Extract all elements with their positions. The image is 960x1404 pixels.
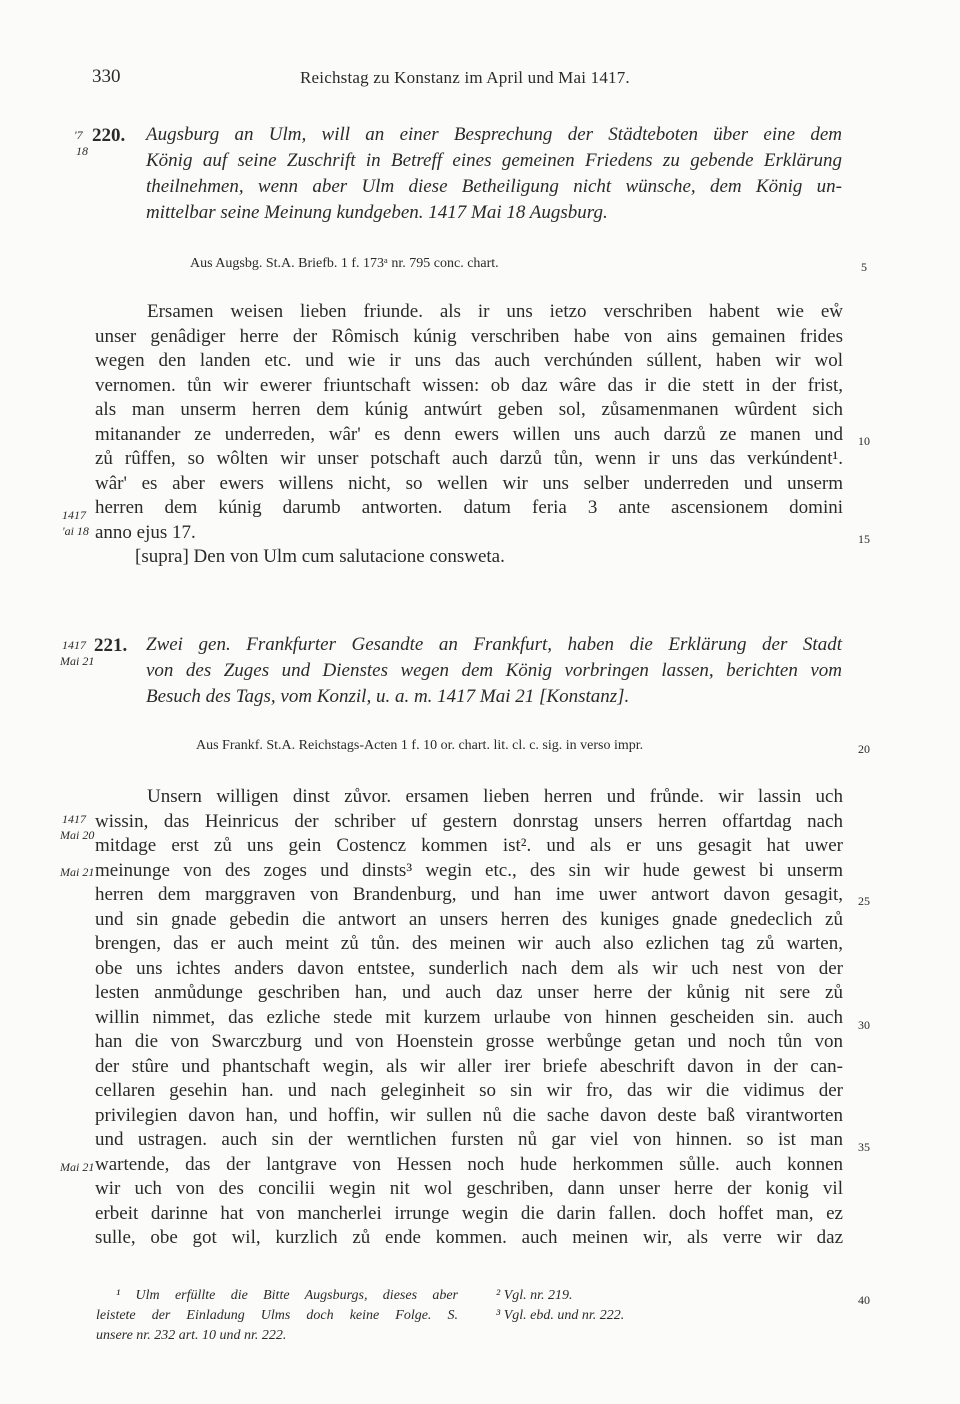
heading-line: theilnehmen, wenn aber Ulm diese Betheiligung nicht wünsche, dem König un- (146, 176, 842, 197)
margin-date-220b-bottom: 'ai 18 (62, 524, 89, 538)
body-line: als man unserm herren dem kúnig antwúrt geben sol, zůsamenmanen wûrdent sich (95, 399, 843, 420)
margin-date-220-top: '7 (74, 128, 83, 142)
body-line: Unsern willigen dinst zůvor. ersamen lieben herren und frůnde. wir lassin uch (147, 786, 843, 807)
source-221: Aus Frankf. St.A. Reichstags-Acten 1 f. 10 or. chart. lit. cl. c. sig. in verso impr. (196, 738, 644, 753)
body-line: und ustragen. auch sin der werntlichen fursten nů gar viel von hinnen. so ist man (95, 1129, 843, 1150)
body-line: wegen den landen etc. und wie ir uns das auch verchúnden súllent, haben wir wol (95, 350, 843, 371)
line-number: 15 (858, 532, 870, 546)
heading-line: Besuch des Tags, vom Konzil, u. a. m. 1417 Mai 21 [Konstanz]. (146, 686, 630, 707)
body-line: wir uch von des concilii wegin nit wol geschriben, dann unser herre der konig vil (95, 1178, 843, 1199)
body-line: lesten anmůdunge geschriben han, und auch daz unser herre der kůnig nit sere zů (95, 982, 843, 1003)
body-line: herren dem kúnig darumb antworten. datum feria 3 ante ascensionem domini (95, 497, 843, 518)
margin-date-221-note3: Mai 21 (60, 1160, 95, 1174)
running-title: Reichstag zu Konstanz im April und Mai 1417. (300, 68, 630, 87)
footnote-line: leistete der Einladung Ulms doch keine Folge. S. (96, 1308, 458, 1323)
body-line: obe uns ichtes anders davon entstee, sunderlich nach dem als wir uch nest von der (95, 957, 843, 979)
heading-line: Zwei gen. Frankfurter Gesandte an Frankfurt, haben die Erklärung der Stadt (146, 634, 842, 655)
margin-date-221-note2: Mai 21 (60, 865, 95, 879)
body-line: herren dem marggraven von Brandenburg, und han ime uwer antwort davon gesagit, (95, 884, 843, 905)
source-220: Aus Augsbg. St.A. Briefb. 1 f. 173ᵃ nr. 795 conc. chart. (190, 256, 499, 271)
footnote-line: unsere nr. 232 art. 10 und nr. 222. (96, 1328, 287, 1343)
line-number: 10 (858, 434, 870, 448)
margin-date-221-bottom: Mai 21 (60, 654, 95, 668)
line-number: 5 (861, 260, 867, 274)
line-number: 20 (858, 742, 870, 756)
heading-line: Augsburg an Ulm, will an einer Besprechung der Städteboten über eine dem (146, 124, 842, 145)
margin-date-221-note1-top: 1417 (62, 812, 86, 826)
body-line: han die von Swarczburg und von Hoenstein grosse werbůnge getan und noch tůn von (95, 1031, 843, 1052)
body-line: und sin gnade gebedin die antwort an unsers herren des kuniges gnade gnedeclich zů (95, 908, 843, 930)
body-line: cellaren gesehin han. und nach geleginheit so sin wir fro, das wir die vidimus der (95, 1080, 843, 1101)
body-line: sulle, obe got wil, kurzlich zů ende kommen. auch meinen wir, als verre wir daz (95, 1227, 843, 1248)
footnote-line: ³ Vgl. ebd. und nr. 222. (496, 1308, 625, 1323)
doc-body-220 (95, 300, 843, 570)
body-line: willin nimmet, das ezliche stede mit kurzem urlaube von hinnen gescheiden sin. auch (95, 1006, 843, 1028)
heading-line: König auf seine Zuschrift in Betreff eines gemeinen Friedens zu gebende Erklärung (146, 150, 842, 171)
line-number: 30 (858, 1018, 870, 1032)
margin-date-220-bottom: 18 (76, 144, 88, 158)
footnotes-right (496, 1286, 796, 1326)
line-number: 25 (858, 894, 870, 908)
footnotes-left (96, 1286, 458, 1346)
doc-heading-220 (146, 122, 842, 226)
body-line: meinunge von des zoges und dinsts³ wegin etc., des sin wir hude gewest bi unserm (95, 859, 843, 881)
heading-line: mittelbar seine Meinung kundgeben. 1417 Mai 18 Augsburg. (146, 202, 608, 223)
line-number: 35 (858, 1140, 870, 1154)
page-number: 330 (92, 66, 121, 87)
body-line: mitanander ze underreden, wâr' es denn ewers willen uns auch darzů ze manen und (95, 423, 843, 445)
body-line: vernomen. tůn wir ewerer friuntschaft wissen: ob daz wâre das ir die stett in der frist, (95, 374, 843, 396)
heading-line: von des Zuges und Dienstes wegen dem König vorbringen lassen, berichten vom (146, 660, 842, 681)
body-line: wartende, das der lantgrave von Hessen noch hude herkommen sůlle. auch konnen (95, 1153, 843, 1175)
line-number: 40 (858, 1293, 870, 1307)
margin-date-221-top: 1417 (62, 638, 86, 652)
body-line: erbeit darinne hat von mancherlei irrunge wegin die darin fallen. doch hoffet man, ez (95, 1202, 843, 1224)
body-line: zů rûffen, so wôlten wir unser potschaft auch darzů tůn, wenn ir uns das verkúndent¹. (95, 448, 843, 469)
footnote-line: ¹ Ulm erfüllte die Bitte Augsburgs, dieses aber (116, 1288, 458, 1303)
doc-body-221 (95, 785, 843, 1251)
body-line: privilegien davon han, und hoffin, wir sullen nů die sache davon deste baß virantworten (95, 1104, 843, 1126)
body-line: unser genâdiger herre der Rômisch kúnig verschriben habe von ains gemainen frides (95, 325, 843, 347)
body-line: brengen, das er auch meint zů tůn. des meinen wir auch also ezlichen tag zů warten, (95, 933, 843, 954)
body-line: [supra] Den von Ulm cum salutacione consweta. (135, 546, 505, 567)
margin-date-220b-top: 1417 (62, 508, 86, 522)
doc-heading-221 (146, 632, 842, 710)
body-line: Ersamen weisen lieben friunde. als ir uns ietzo verschriben habent wie eẘ (147, 301, 843, 322)
doc-number-221: 221. (94, 635, 128, 656)
footnote-line: ² Vgl. nr. 219. (496, 1288, 573, 1303)
margin-date-221-note1-bottom: Mai 20 (60, 828, 95, 842)
body-line: mitdage erst zů uns gein Costencz kommen ist². und als er uns gesagit hat uwer (95, 835, 843, 856)
doc-number-220: 220. (92, 125, 126, 146)
body-line: wâr' es aber ewers willens nicht, so wellen wir uns selber underreden und unserm (95, 472, 843, 494)
body-line: wissin, das Heinricus der schriber uf gestern donrstag unsers herren offartdag nach (95, 810, 843, 832)
body-line: der stûre und phantschaft wegin, als wir aller irer briefe abeschrift davon in der can- (95, 1055, 843, 1077)
body-line: anno ejus 17. (95, 521, 196, 543)
